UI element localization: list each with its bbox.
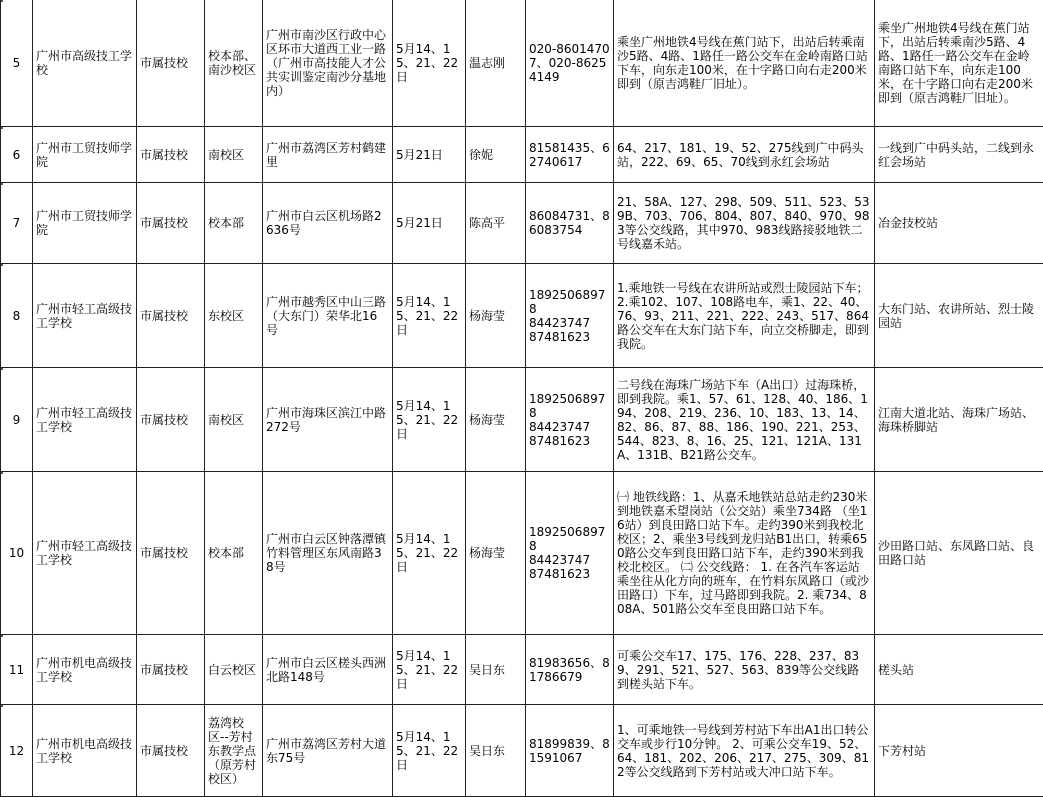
- campus: 东校区: [205, 264, 263, 368]
- route: 可乘公交车17、175、176、228、237、839、291、521、527、563、839等公交线路到槎头站下车。: [614, 635, 875, 705]
- campus: 校本部: [205, 472, 263, 635]
- campus: 白云校区: [205, 635, 263, 705]
- table-row: [1, 368, 1043, 472]
- table-row: [1, 264, 1043, 368]
- address: 广州市荔湾区芳村大道东75号: [263, 705, 393, 797]
- dates: 5月14、15、21、22日: [393, 0, 466, 127]
- route: ㈠ 地铁线路：1、从嘉禾地铁站总站走约230米到地铁嘉禾望岗站（公交站）乘坐734路 （坐16站）到良田路口站下车。走约390米到我校北校区；2、乘坐3号线到龙归站B1出口，转乘650路公交车到良田路口站下车，走约390米到我校北校区。 ㈡ 公交线路： 1. 在各汽车客运站乘坐往从化方向的班车，在竹料东凤路口（或沙田路口）下车，过马路即到我院。2. 乘734、808A、501路公交车至良田路口站下车。: [614, 472, 875, 635]
- station: 乘坐广州地铁4号线在蕉门站下，出站后转乘南沙5路、4路、1路任一路公交车在金岭南路口站下车，向东走100米，在十字路口向右走200米即到（原吉鸿鞋厂旧址）。: [875, 0, 1043, 127]
- phone: 81899839、81591067: [526, 705, 614, 797]
- table-row: [1, 472, 1043, 635]
- route: 乘坐广州地铁4号线在蕉门站下，出站后转乘南沙5路、4路、1路任一路公交车在金岭南路口站下车，向东走100米，在十字路口向右走200米即到（原吉鸿鞋厂旧址）。: [614, 0, 875, 127]
- address: 广州市白云区槎头西洲北路148号: [263, 635, 393, 705]
- station: 大东门站、农讲所站、烈士陵园站: [875, 264, 1043, 368]
- row-number: 10: [1, 472, 33, 635]
- station: 下芳村站: [875, 705, 1043, 797]
- table-row: [1, 705, 1043, 797]
- row-number: 8: [1, 264, 33, 368]
- campus: 荔湾校区--芳村东教学点（原芳村校区）: [205, 705, 263, 797]
- row-number: 9: [1, 368, 33, 472]
- school-type: 市属技校: [137, 183, 205, 264]
- row-number: 11: [1, 635, 33, 705]
- school-type: 市属技校: [137, 635, 205, 705]
- school-name: 广州市工贸技师学院: [33, 183, 137, 264]
- dates: 5月21日: [393, 183, 466, 264]
- school-name: 广州市机电高级技工学校: [33, 635, 137, 705]
- contact-person: 杨海莹: [466, 368, 526, 472]
- route: 1、可乘地铁一号线到芳村站下车出A1出口转公交车或步行10分钟。 2、可乘公交车19、52、64、181、202、206、217、275、309、812等公交线路到下芳村站或大冲口站下车。: [614, 705, 875, 797]
- table-row: [1, 635, 1043, 705]
- row-number: 6: [1, 127, 33, 183]
- route: 21、58A、127、298、509、511、523、539B、703、706、804、807、840、970、983等公交线路，其中970、983线路接驳地铁二号线嘉禾站。: [614, 183, 875, 264]
- table-row: [1, 127, 1043, 183]
- school-name: 广州市高级技工学校: [33, 0, 137, 127]
- station: 江南大道北站、海珠广场站、海珠桥脚站: [875, 368, 1043, 472]
- school-type: 市属技校: [137, 368, 205, 472]
- address: 广州市白云区钟落潭镇竹料管理区东风南路38号: [263, 472, 393, 635]
- contact-person: 吴日东: [466, 705, 526, 797]
- school-type: 市属技校: [137, 472, 205, 635]
- dates: 5月14、15、21、22日: [393, 635, 466, 705]
- address: 广州市白云区机场路2636号: [263, 183, 393, 264]
- station: 冶金技校站: [875, 183, 1043, 264]
- route: 二号线在海珠广场站下车（A出口）过海珠桥，即到我院。乘1、57、61、128、40、186、194、208、219、236、10、183、13、14、82、86、87、88、186、190、221、253、544、823、8、16、25、121、121A、131A、131B、B21路公交车。: [614, 368, 875, 472]
- phone: 81983656、81786679: [526, 635, 614, 705]
- contact-person: 吴日东: [466, 635, 526, 705]
- school-name: 广州市轻工高级技工学校: [33, 264, 137, 368]
- route: 64、217、181、19、52、275线到广中码头站，222、69、65、70线到永红会场站: [614, 127, 875, 183]
- dates: 5月14、15、21、22日: [393, 705, 466, 797]
- contact-person: 陈高平: [466, 183, 526, 264]
- school-name: 广州市工贸技师学院: [33, 127, 137, 183]
- address: 广州市海珠区滨江中路272号: [263, 368, 393, 472]
- dates: 5月14、15、21、22日: [393, 264, 466, 368]
- phone: 020-86014707、020-86254149: [526, 0, 614, 127]
- address: 广州市越秀区中山三路（大东门）荣华北16号: [263, 264, 393, 368]
- school-name: 广州市机电高级技工学校: [33, 705, 137, 797]
- station: 一线到广中码头站，二线到永红会场站: [875, 127, 1043, 183]
- station: 沙田路口站、东凤路口站、良田路口站: [875, 472, 1043, 635]
- contact-person: 杨海莹: [466, 472, 526, 635]
- phone: 81581435、62740617: [526, 127, 614, 183]
- address: 广州市南沙区行政中心区环市大道西工业一路（广州市高技能人才公共实训鉴定南沙分基地内）: [263, 0, 393, 127]
- dates: 5月14、15、21、22日: [393, 368, 466, 472]
- contact-person: 徐妮: [466, 127, 526, 183]
- school-type: 市属技校: [137, 705, 205, 797]
- campus: 南校区: [205, 368, 263, 472]
- school-type: 市属技校: [137, 0, 205, 127]
- contact-person: 杨海莹: [466, 264, 526, 368]
- school-name: 广州市轻工高级技工学校: [33, 472, 137, 635]
- row-number: 12: [1, 705, 33, 797]
- phone: 18925068978 84423747 87481623: [526, 264, 614, 368]
- contact-person: 温志刚: [466, 0, 526, 127]
- dates: 5月21日: [393, 127, 466, 183]
- campus: 南校区: [205, 127, 263, 183]
- phone: 18925068978 84423747 87481623: [526, 368, 614, 472]
- phone: 18925068978 84423747 87481623: [526, 472, 614, 635]
- station: 槎头站: [875, 635, 1043, 705]
- address: 广州市荔湾区芳村鹤建里: [263, 127, 393, 183]
- table-row: [1, 183, 1043, 264]
- row-number: 7: [1, 183, 33, 264]
- route: 1.乘地铁一号线在农讲所站或烈士陵园站下车； 2.乘102、107、108路电车，乘1、22、40、76、93、211、221、222、243、517、864路公交车在大东门站下车，向立交桥脚走，即到我院。: [614, 264, 875, 368]
- campus: 校本部、南沙校区: [205, 0, 263, 127]
- row-number: 5: [1, 0, 33, 127]
- school-name: 广州市轻工高级技工学校: [33, 368, 137, 472]
- school-type: 市属技校: [137, 127, 205, 183]
- phone: 86084731、86083754: [526, 183, 614, 264]
- campus: 校本部: [205, 183, 263, 264]
- table-row: [1, 0, 1043, 127]
- dates: 5月14、15、21、22日: [393, 472, 466, 635]
- school-type: 市属技校: [137, 264, 205, 368]
